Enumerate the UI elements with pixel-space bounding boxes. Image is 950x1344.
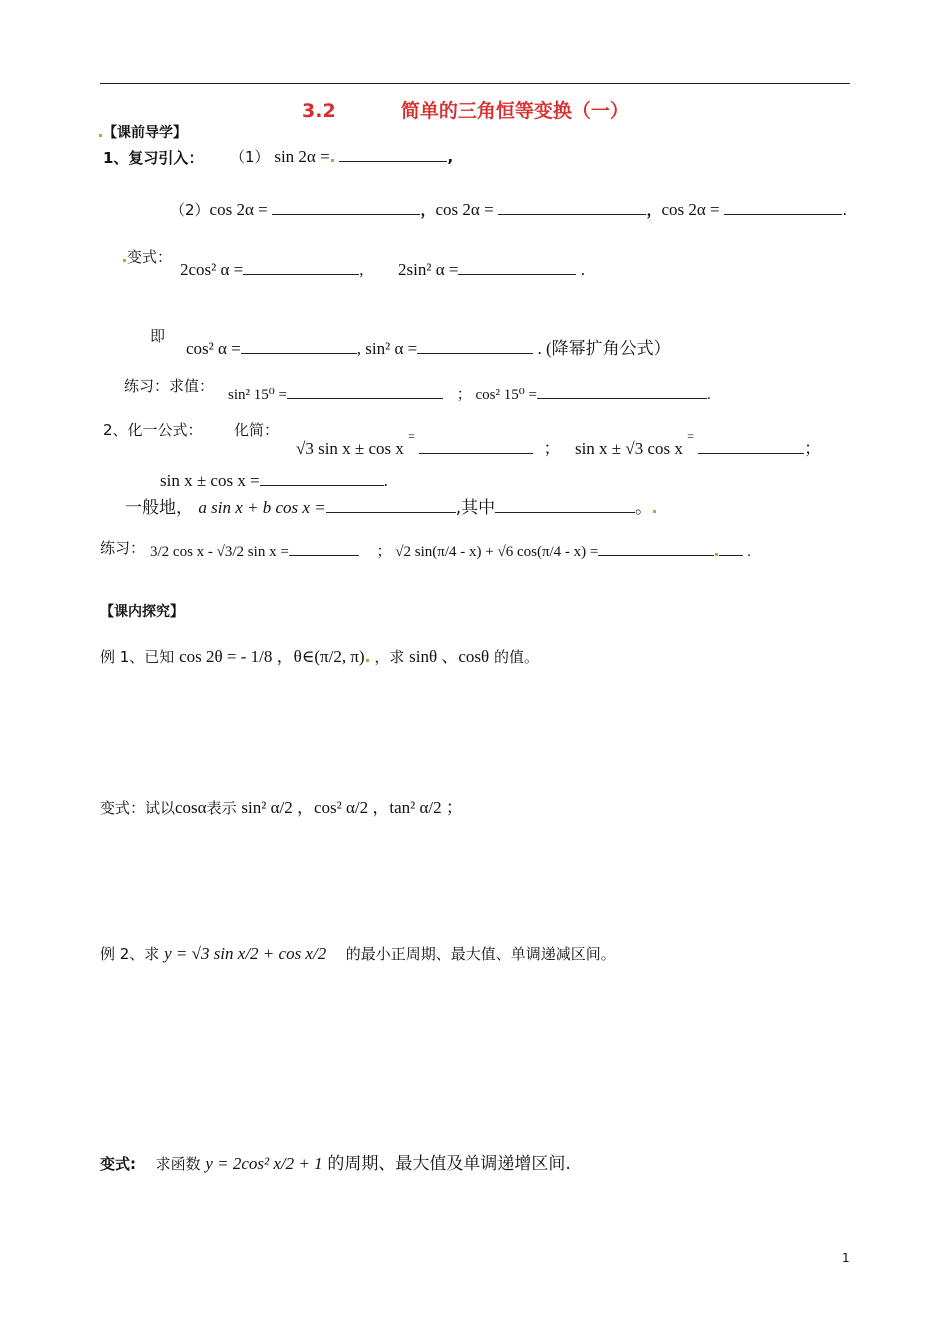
q2-practice: 3/2 cos x - √3/2 sin x = ； √2 sin(π/4 - x) + √6 cos(π/4 - x) = . — [150, 544, 751, 560]
q2-label: 2、化一公式： — [103, 421, 203, 439]
q1-ji-label: 即 — [150, 327, 166, 345]
q1-practice-label: 练习：求值： — [124, 377, 215, 395]
q2-e3: sin x ± cos x = . — [160, 471, 388, 490]
q1-ji: cos² α = , sin² α = . (降幂扩角公式） — [186, 339, 671, 358]
page-number: 1 — [842, 1251, 850, 1265]
ex2-variant: 变式: 求函数 y = 2cos² x/2 + 1 的周期、最大值及单调递增区间. — [100, 1154, 571, 1174]
q1-label: 1、复习引入： — [103, 149, 204, 167]
ex1-variant: 变式：试以cosα表示 sin² α/2 ，cos² α/2 ，tan² α/2 ； — [100, 798, 463, 817]
q1-p1: （1） sin 2α = , — [230, 147, 454, 166]
q2-simplify: √3 sin x ± cos x = ； sin x ± √3 cos x = ； — [296, 429, 822, 458]
section-preview: 【课前导学】 — [98, 122, 187, 142]
q1-p2: （2）cos 2α = ，cos 2α = ，cos 2α = . — [170, 200, 848, 219]
title-text: 简单的三角恒等变换（一） — [400, 100, 629, 122]
header-rule — [100, 83, 850, 84]
q2-practice-label: 练习： — [100, 539, 146, 557]
page-title — [302, 96, 629, 123]
q1-variant-label: 变式： — [122, 246, 172, 267]
q1-practice: sin² 15⁰ = ； cos² 15⁰ = . — [228, 387, 711, 403]
q2-general: 一般地， a sin x + b cos x = ,其中 。 — [125, 493, 657, 518]
ex2: 例 2、求 y = √3 sin x/2 + cos x/2 的最小正周期、最大值、单调递减区间。 — [100, 944, 616, 963]
ex1: 例 1、已知 cos 2θ = - 1/8 ，θ∈(π/2, π) ，求 sinθ 、cosθ 的值。 — [100, 647, 539, 666]
q1-variant: 2cos² α = , 2sin² α = . — [180, 260, 585, 279]
title-number: 3.2 — [302, 100, 336, 122]
section-explore: 【课内探究】 — [100, 604, 184, 620]
q2-simplify-label: 化简： — [234, 421, 280, 439]
